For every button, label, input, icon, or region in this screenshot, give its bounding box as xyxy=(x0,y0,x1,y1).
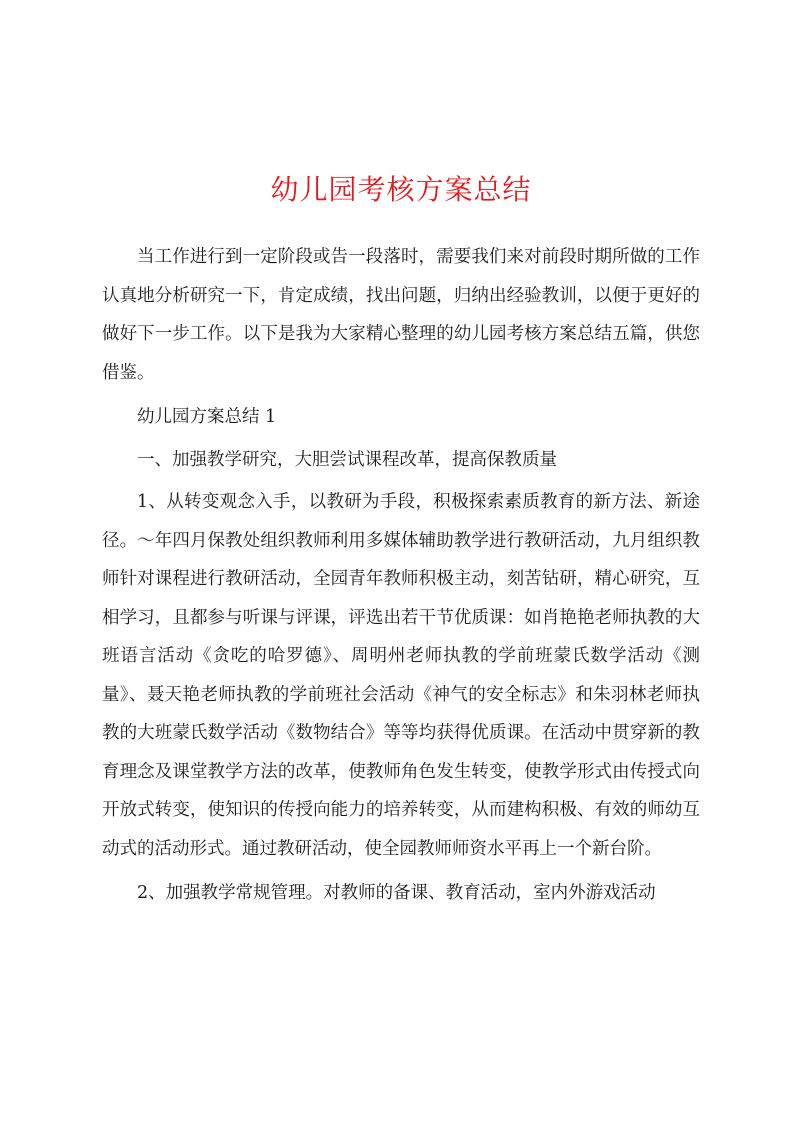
document-body xyxy=(102,238,700,913)
subsection-heading: 一、加强教学研究，大胆尝试课程改革，提高保教质量 xyxy=(137,449,557,470)
body-paragraph: 1、从转变观念入手，以教研为手段，积极探索素质教育的新方法、新途径。～年四月保教处组织教师利用多媒体辅助教学进行教研活动，九月组织教师针对课程进行教研活动，全园青年教师积极主动，刻苦钻研，精心研究，互相学习，且都参与听课与评课，评选出若干节优质课：如肖艳艳老师执教的大班语言活动《贪吃的哈罗德》、周明州老师执教的学前班蒙氏数学活动《测量》、聂天艳老师执教的学前班社会活动《神气的安全标志》和朱羽林老师执教的大班蒙氏数学活动《数物结合》等等均获得优质课。在活动中贯穿新的教育理念及课堂教学方法的改革，使教师角色发生转变，使教学形式由传授式向开放式转变，使知识的传授向能力的培养转变，从而建构积极、有效的师幼互动式的活动形式。通过教研活动，使全园教师师资水平再上一个新台阶。 xyxy=(102,492,700,859)
document-title: 幼儿园考核方案总结 xyxy=(270,173,532,206)
body-paragraph: 2、加强教学常规管理。对教师的备课、教育活动，室内外游戏活动 xyxy=(137,883,656,903)
section-heading: 幼儿园方案总结 1 xyxy=(137,407,277,427)
intro-paragraph: 当工作进行到一定阶段或告一段落时，需要我们来对前段时期所做的工作认真地分析研究一下，肯定成绩，找出问题，归纳出经验教训，以便于更好的做好下一步工作。以下是我为大家精心整理的幼儿园考核方案总结五篇，供您借鉴。 xyxy=(102,247,700,383)
